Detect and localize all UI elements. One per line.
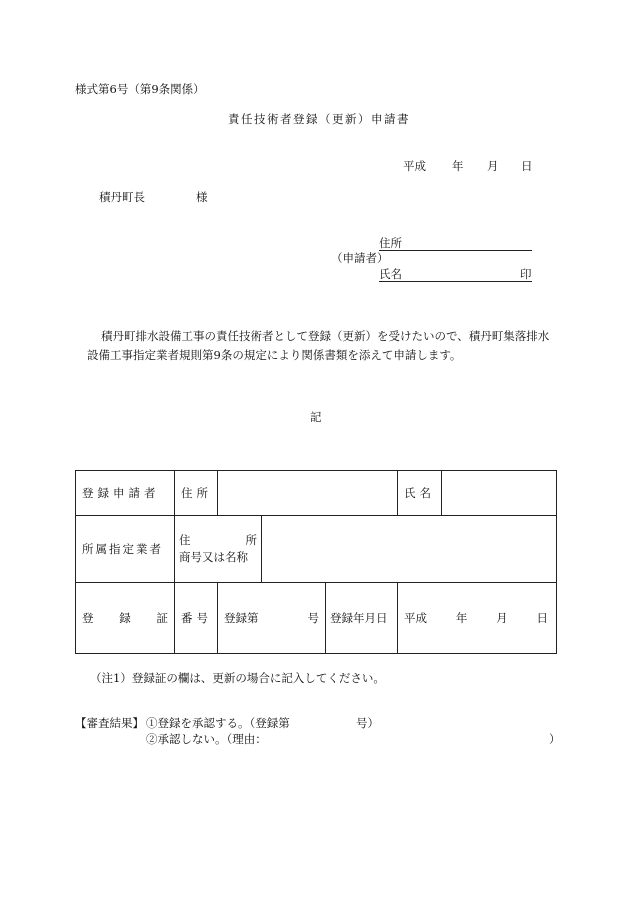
table-row: [76, 516, 557, 583]
reg-date-year-unit: 年: [455, 610, 468, 625]
row-label-applicant: 登録申請者: [76, 471, 175, 516]
applicant-address-field[interactable]: [218, 471, 398, 516]
label-char: 証: [156, 610, 168, 625]
review-option-1-suffix: 号）: [356, 716, 379, 730]
body-line-2: 設備工事指定業者規則第9条の規定により関係書類を添えて申請します。: [87, 348, 462, 362]
label-char: 録: [119, 610, 131, 625]
certificate-number-field[interactable]: [218, 583, 326, 654]
seal-label: 印: [520, 267, 532, 281]
certificate-number-header: 番号: [175, 583, 218, 654]
certificate-label: [82, 610, 168, 627]
note-text: （注1）登録証の欄は、更新の場合に記入してください。: [90, 671, 385, 685]
reg-date-header: 登録年月日: [326, 583, 398, 654]
reg-date-era: 平成: [404, 610, 428, 625]
body-line-1: 積丹町排水設備工事の責任技術者として登録（更新）を受けたいので、積丹町集落排水: [101, 329, 550, 343]
applicant-name-header: 氏名: [398, 471, 442, 516]
reg-date-month-unit: 月: [496, 610, 508, 625]
trade-name-label: 商号又は名称: [179, 550, 248, 564]
reg-date-row: [404, 610, 550, 627]
date-year-unit: 年: [452, 159, 464, 173]
affiliated-contractor-field[interactable]: [262, 516, 557, 583]
review-option-2-prefix: ②承認しない。（理由：: [146, 732, 267, 746]
review-option-2-suffix: ）: [549, 732, 561, 746]
applicant-name-field[interactable]: [442, 471, 557, 516]
applicant-label: （申請者）: [331, 251, 389, 265]
form-number: 様式第6号（第9条関係）: [75, 82, 205, 96]
reg-date-field[interactable]: [398, 583, 557, 654]
address-label-row: [179, 532, 257, 549]
reg-number-row: [224, 610, 319, 627]
applicant-name-label: 氏名: [379, 267, 402, 281]
addressee-honorific: 様: [196, 190, 208, 204]
reg-number-prefix: 登録第: [224, 610, 259, 625]
review-label: 【審査結果】: [75, 716, 144, 730]
date-era: 平成: [403, 159, 426, 173]
review-option-1-prefix: ①登録を承認する。（登録第: [146, 716, 290, 730]
applicant-address-header: 住所: [175, 471, 218, 516]
applicant-address-underline: [379, 250, 532, 251]
date-month-unit: 月: [487, 159, 499, 173]
reg-date-day-unit: 日: [536, 610, 548, 625]
ki-heading: 記: [310, 410, 322, 424]
row-label-certificate: [76, 583, 175, 654]
registration-table: [75, 470, 557, 654]
table-row: [76, 471, 557, 516]
document-title: 責任技術者登録（更新）申請書: [228, 112, 410, 126]
reg-number-suffix: 号: [307, 610, 319, 625]
table-row: [76, 583, 557, 654]
row-label-affiliated-contractor: 所属指定業者: [76, 516, 175, 583]
address-label-b: 所: [245, 533, 257, 547]
address-label-a: 住: [179, 533, 191, 547]
applicant-name-underline: [379, 281, 532, 282]
date-day-unit: 日: [521, 159, 533, 173]
applicant-address-label: 住所: [379, 236, 402, 250]
affiliated-contractor-header: [175, 516, 262, 583]
label-char: 登: [82, 610, 94, 625]
addressee-name: 積丹町長: [99, 190, 145, 204]
